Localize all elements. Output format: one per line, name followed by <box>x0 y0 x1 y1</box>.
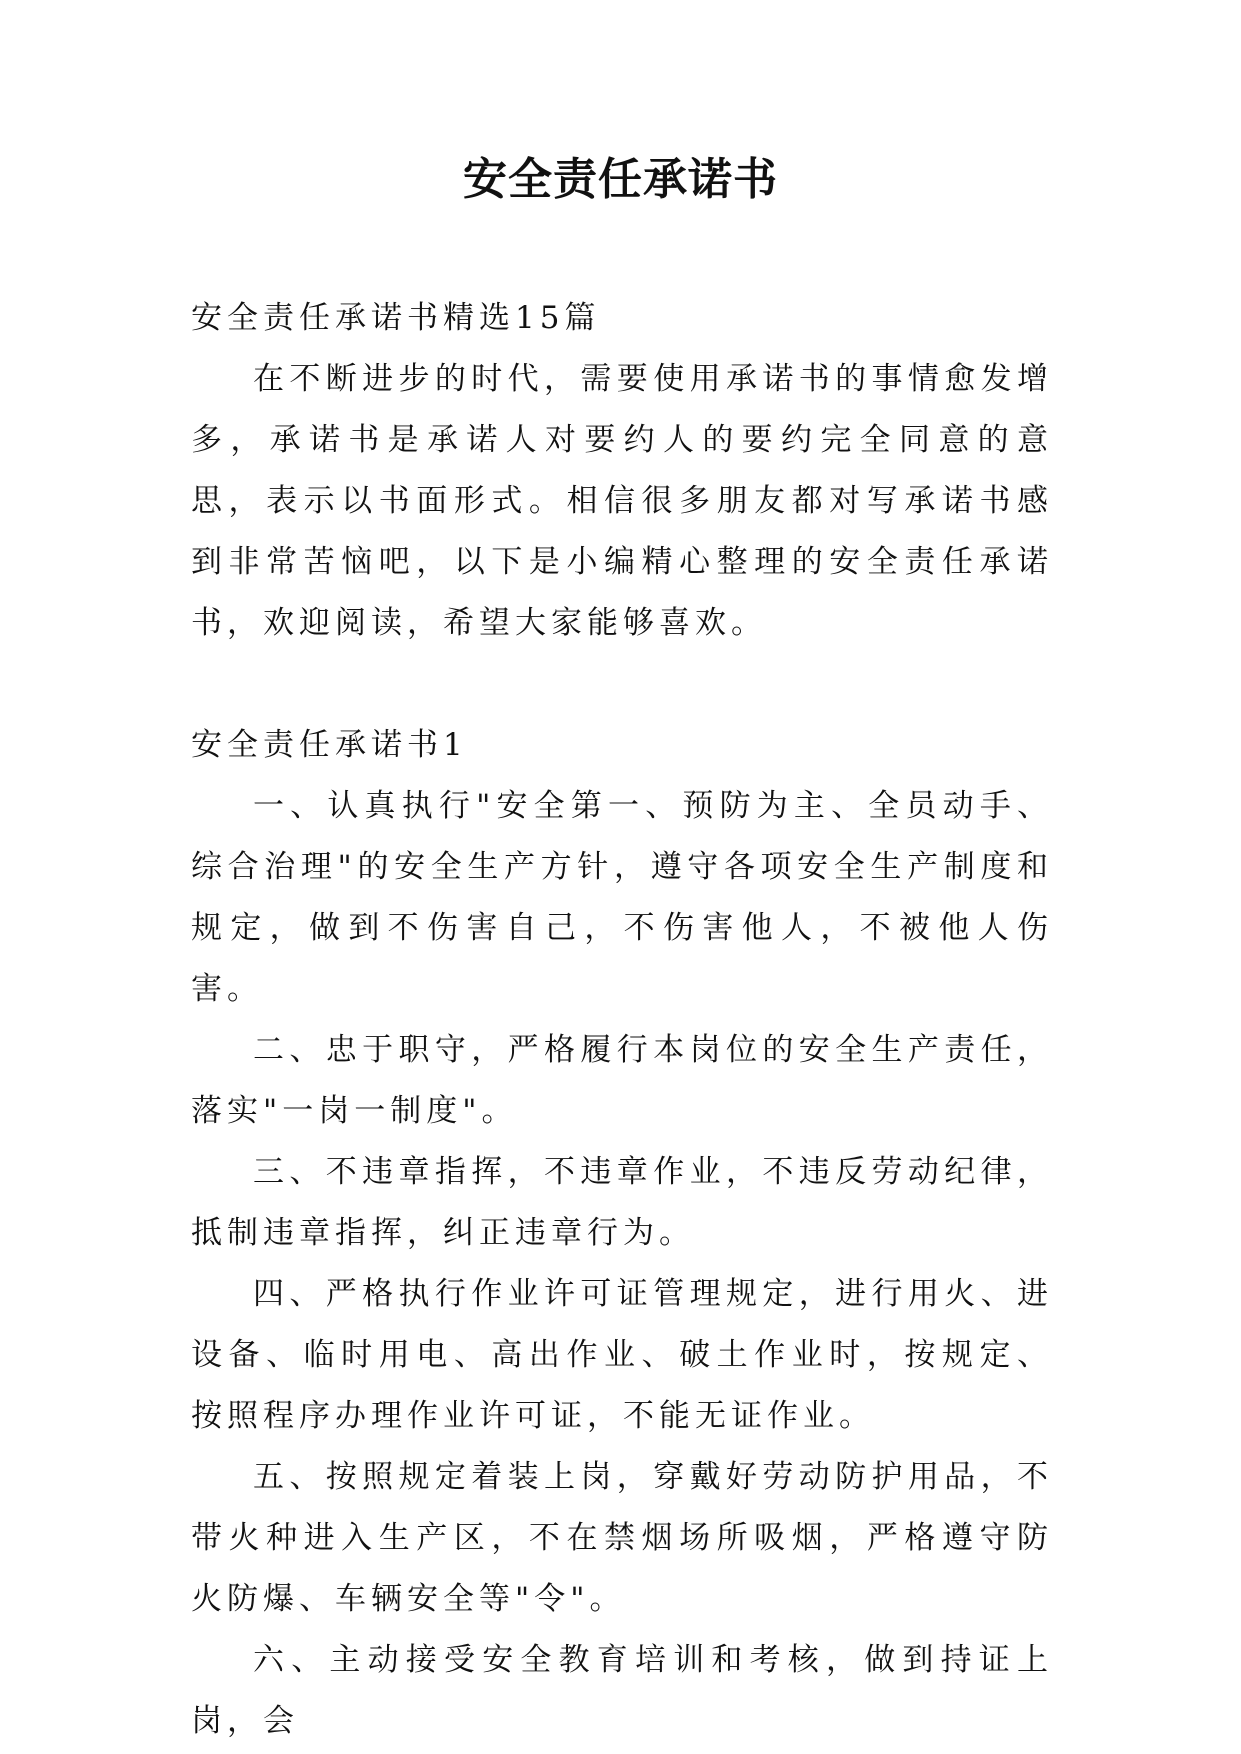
commitment-item-1: 一、认真执行"安全第一、预防为主、全员动手、综合治理"的安全生产方针，遵守各项安全生产制度和规定，做到不伤害自己，不伤害他人，不被他人伤害。 <box>191 788 1053 1007</box>
commitment-item-6: 六、主动接受安全教育培训和考核，做到持证上岗，会 <box>191 1642 1053 1739</box>
document-subtitle: 安全责任承诺书精选15篇 <box>191 300 601 336</box>
document-body <box>191 288 1053 1752</box>
commitment-item-4: 四、严格执行作业许可证管理规定，进行用火、进设备、临时用电、高出作业、破土作业时，按规定、按照程序办理作业许可证，不能无证作业。 <box>191 1276 1053 1434</box>
commitment-item-2: 二、忠于职守，严格履行本岗位的安全生产责任，落实"一岗一制度"。 <box>191 1032 1053 1129</box>
paragraph-spacer <box>191 654 1053 715</box>
commitment-item-5: 五、按照规定着装上岗，穿戴好劳动防护用品，不带火种进入生产区，不在禁烟场所吸烟，严格遵守防火防爆、车辆安全等"令"。 <box>191 1459 1053 1617</box>
intro-paragraph: 在不断进步的时代，需要使用承诺书的事情愈发增多，承诺书是承诺人对要约人的要约完全同意的意思，表示以书面形式。相信很多朋友都对写承诺书感到非常苦恼吧，以下是小编精心整理的安全责任承诺书，欢迎阅读，希望大家能够喜欢。 <box>191 361 1053 641</box>
commitment-item-3: 三、不违章指挥，不违章作业，不违反劳动纪律，抵制违章指挥，纠正违章行为。 <box>191 1154 1053 1251</box>
document-title: 安全责任承诺书 <box>463 154 778 205</box>
section-heading: 安全责任承诺书1 <box>191 727 468 763</box>
